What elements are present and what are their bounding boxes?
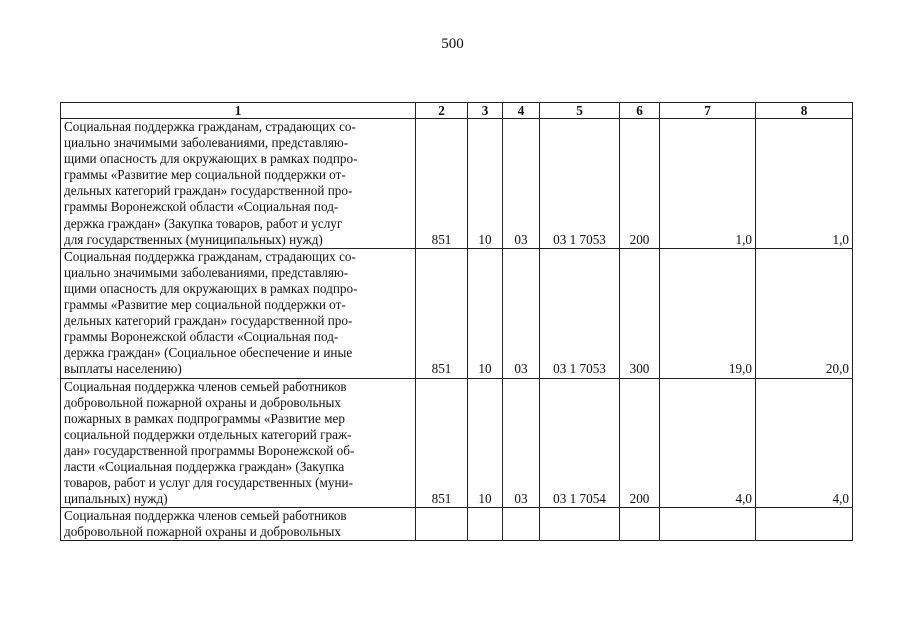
row-cell-col-6: 200 bbox=[620, 378, 660, 508]
header-col-4: 4 bbox=[503, 103, 540, 119]
header-col-2: 2 bbox=[416, 103, 468, 119]
header-col-8: 8 bbox=[756, 103, 853, 119]
row-cell-col-8: 1,0 bbox=[756, 119, 853, 249]
row-cell-col-8 bbox=[756, 508, 853, 541]
header-col-6: 6 bbox=[620, 103, 660, 119]
row-description: Социальная поддержка членов семьей работников добровольной пожарной охраны и добровольных пожарных в рамках подпрограммы «Развитие мер социальной поддержки отдельных категорий граж- дан» государственной программы Воронежской об- ласти «Социальная поддержка граждан» (Закупка товаров, работ и услуг для государственных (муни- ципальных) нужд) bbox=[61, 378, 416, 508]
row-cell-col-8: 4,0 bbox=[756, 378, 853, 508]
row-cell-col-5 bbox=[540, 508, 620, 541]
row-cell-col-2: 851 bbox=[416, 248, 468, 378]
table-row bbox=[61, 378, 853, 508]
row-cell-col-7: 4,0 bbox=[660, 378, 756, 508]
budget-table bbox=[60, 102, 853, 541]
row-cell-col-6: 200 bbox=[620, 119, 660, 249]
row-cell-col-2: 851 bbox=[416, 378, 468, 508]
table-row bbox=[61, 508, 853, 541]
row-cell-col-6: 300 bbox=[620, 248, 660, 378]
row-cell-col-2 bbox=[416, 508, 468, 541]
row-cell-col-5: 03 1 7054 bbox=[540, 378, 620, 508]
header-col-1: 1 bbox=[61, 103, 416, 119]
row-cell-col-5: 03 1 7053 bbox=[540, 248, 620, 378]
row-cell-col-2: 851 bbox=[416, 119, 468, 249]
row-cell-col-3: 10 bbox=[468, 378, 503, 508]
row-description: Социальная поддержка членов семьей работников добровольной пожарной охраны и добровольных bbox=[61, 508, 416, 541]
row-cell-col-7: 1,0 bbox=[660, 119, 756, 249]
table-row bbox=[61, 119, 853, 249]
row-cell-col-3 bbox=[468, 508, 503, 541]
row-cell-col-4 bbox=[503, 508, 540, 541]
row-cell-col-8: 20,0 bbox=[756, 248, 853, 378]
row-description: Социальная поддержка гражданам, страдающих со- циально значимыми заболеваниями, представляю- щими опасность для окружающих в рамках подпро- граммы «Развитие мер социальной поддержки от- дельных категорий граждан» государственной про- граммы Воронежской области «Социальная под- держка граждан» (Закупка товаров, работ и услуг для государственных (муниципальных) нужд) bbox=[61, 119, 416, 249]
row-cell-col-7: 19,0 bbox=[660, 248, 756, 378]
row-cell-col-4: 03 bbox=[503, 378, 540, 508]
header-col-7: 7 bbox=[660, 103, 756, 119]
row-description: Социальная поддержка гражданам, страдающих со- циально значимыми заболеваниями, представляю- щими опасность для окружающих в рамках подпро- граммы «Развитие мер социальной поддержки от- дельных категорий граждан» государственной про- граммы Воронежской области «Социальная под- держка граждан» (Социальное обеспечение и иные выплаты населению) bbox=[61, 248, 416, 378]
row-cell-col-5: 03 1 7053 bbox=[540, 119, 620, 249]
row-cell-col-4: 03 bbox=[503, 248, 540, 378]
row-cell-col-3: 10 bbox=[468, 119, 503, 249]
page-number: 500 bbox=[441, 36, 464, 52]
header-col-3: 3 bbox=[468, 103, 503, 119]
table-row bbox=[61, 248, 853, 378]
row-cell-col-6 bbox=[620, 508, 660, 541]
row-cell-col-4: 03 bbox=[503, 119, 540, 249]
row-cell-col-7 bbox=[660, 508, 756, 541]
table-header-row bbox=[61, 103, 853, 119]
row-cell-col-3: 10 bbox=[468, 248, 503, 378]
header-col-5: 5 bbox=[540, 103, 620, 119]
